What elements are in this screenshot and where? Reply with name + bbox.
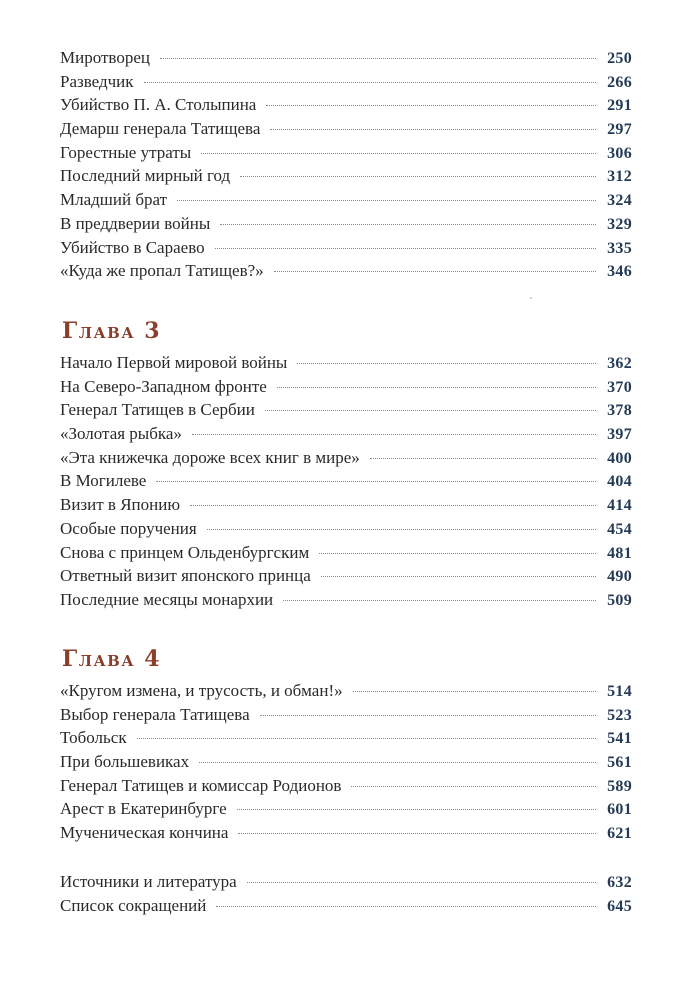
toc-entry-title: Последний мирный год [60,166,231,186]
toc-entry-page: 335 [607,239,632,257]
toc-entry[interactable] [60,188,632,212]
dot-leader [265,410,596,411]
toc-entry[interactable] [60,117,632,141]
toc-entry-title: На Северо-Западном фронте [60,376,267,396]
toc-entry-page: 454 [607,520,632,538]
toc-entry[interactable] [60,774,632,798]
toc-entry[interactable] [60,351,632,375]
dot-leader [240,176,596,177]
dot-leader [199,762,596,763]
dot-leader [321,576,596,577]
toc-entry-page: 297 [607,121,632,139]
dot-leader [319,553,596,554]
toc-entry-title: Убийство П. А. Столыпина [60,95,257,115]
toc-entry-title: В Могилеве [60,471,147,491]
toc-entry[interactable] [60,564,632,588]
dot-leader [215,248,596,249]
toc-entry-title: Последние месяцы монархии [60,589,274,609]
toc-entry[interactable] [60,259,632,283]
toc-entry-page: 250 [607,50,632,67]
toc-entry[interactable] [60,469,632,493]
chapter-heading: Глава 3 [62,318,162,344]
toc-entry-title: Источники и литература [60,872,237,891]
toc-entry-page: 645 [607,897,632,915]
toc-entry-title: Мученическая кончина [60,823,229,843]
dot-leader [201,153,596,154]
toc-entry-title: Миротворец [60,48,150,67]
toc-entry-page: 370 [607,378,632,396]
toc-entry[interactable] [60,797,632,821]
toc-section-chapter-4 [60,679,632,845]
toc-entry[interactable] [60,141,632,165]
toc-entry-page: 306 [607,144,632,162]
toc-entry[interactable] [60,821,632,845]
dot-leader [156,481,596,482]
dot-leader [237,809,596,810]
toc-entry-page: 362 [607,355,632,372]
toc-entry[interactable] [60,750,632,774]
toc-entry-page: 509 [607,591,632,609]
toc-entry[interactable] [60,726,632,750]
toc-entry-page: 312 [607,168,632,186]
dot-leader [238,833,596,834]
toc-entry-title: Начало Первой мировой войны [60,353,288,372]
toc-section-chapter-3 [60,351,632,612]
toc-entry-page: 490 [607,568,632,586]
toc-entry-page: 514 [607,683,632,700]
toc-entry-page: 541 [607,730,632,748]
dot-leader [266,105,596,106]
toc-entry[interactable] [60,517,632,541]
dot-leader [277,387,596,388]
dot-leader [297,363,596,364]
toc-entry-title: Разведчик [60,71,134,91]
dot-leader [137,738,596,739]
dot-leader [192,434,596,435]
toc-entry-title: Визит в Японию [60,495,181,515]
dot-leader [274,271,596,272]
dot-leader [220,224,596,225]
toc-entry[interactable] [60,375,632,399]
toc-entry[interactable] [60,46,632,70]
toc-entry-title: Убийство в Сараево [60,237,205,257]
toc-entry-title: Арест в Екатеринбурге [60,799,227,819]
dot-leader [247,882,596,883]
toc-entry[interactable] [60,588,632,612]
dot-leader [190,505,596,506]
toc-entry-title: Тобольск [60,728,127,748]
dot-leader [177,200,596,201]
toc-entry-title: «Кругом измена, и трусость, и обман!» [60,681,343,700]
toc-entry-page: 378 [607,402,632,420]
dot-leader [353,691,596,692]
dot-leader [160,58,596,59]
toc-entry-title: «Куда же пропал Татищев?» [60,261,264,281]
dot-leader [144,82,596,83]
toc-entry-page: 601 [607,801,632,819]
toc-section-continuation [60,46,632,283]
toc-entry[interactable] [60,894,632,918]
toc-entry-title: Снова с принцем Ольденбургским [60,542,310,562]
toc-entry-page: 632 [607,874,632,891]
toc-entry-page: 324 [607,192,632,210]
toc-entry[interactable] [60,493,632,517]
toc-entry-page: 266 [607,73,632,91]
toc-entry-page: 404 [607,473,632,491]
chapter-heading: Глава 4 [62,646,162,672]
toc-entry[interactable] [60,164,632,188]
toc-entry[interactable] [60,398,632,422]
toc-entry-title: Младший брат [60,190,168,210]
toc-entry[interactable] [60,541,632,565]
toc-entry-page: 400 [607,449,632,467]
toc-entry[interactable] [60,70,632,94]
toc-entry-title: Особые поручения [60,518,197,538]
toc-entry-page: 346 [607,263,632,281]
paper-speck [530,297,532,299]
toc-entry[interactable] [60,93,632,117]
dot-leader [216,906,596,907]
toc-entry-page: 397 [607,426,632,444]
toc-entry-page: 291 [607,97,632,115]
toc-entry-page: 414 [607,497,632,515]
toc-entry-page: 621 [607,825,632,843]
toc-entry-title: Генерал Татищев и комиссар Родионов [60,775,342,795]
toc-entry-title: Выбор генерала Татищева [60,704,250,724]
toc-entry-page: 561 [607,754,632,772]
toc-entry[interactable] [60,679,632,703]
toc-entry[interactable] [60,422,632,446]
toc-entry-page: 329 [607,215,632,233]
toc-entry-title: Генерал Татищев в Сербии [60,400,255,420]
toc-entry[interactable] [60,870,632,894]
toc-entry[interactable] [60,236,632,260]
dot-leader [207,529,596,530]
toc-entry[interactable] [60,212,632,236]
toc-section-back-matter [60,870,632,917]
toc-entry-page: 589 [607,777,632,795]
toc-entry-title: Горестные утраты [60,142,192,162]
toc-entry-title: В преддверии войны [60,213,211,233]
toc-entry-title: Список сокращений [60,895,207,915]
toc-entry-title: «Золотая рыбка» [60,424,182,444]
dot-leader [283,600,596,601]
toc-entry-title: «Эта книжечка дороже всех книг в мире» [60,447,360,467]
dot-leader [270,129,596,130]
toc-entry-title: При большевиках [60,752,190,772]
dot-leader [260,715,596,716]
toc-entry[interactable] [60,446,632,470]
toc-entry[interactable] [60,703,632,727]
toc-entry-title: Ответный визит японского принца [60,566,311,586]
toc-entry-title: Демарш генерала Татищева [60,119,261,139]
toc-entry-page: 481 [607,544,632,562]
dot-leader [351,786,596,787]
dot-leader [370,458,596,459]
toc-entry-page: 523 [607,706,632,724]
